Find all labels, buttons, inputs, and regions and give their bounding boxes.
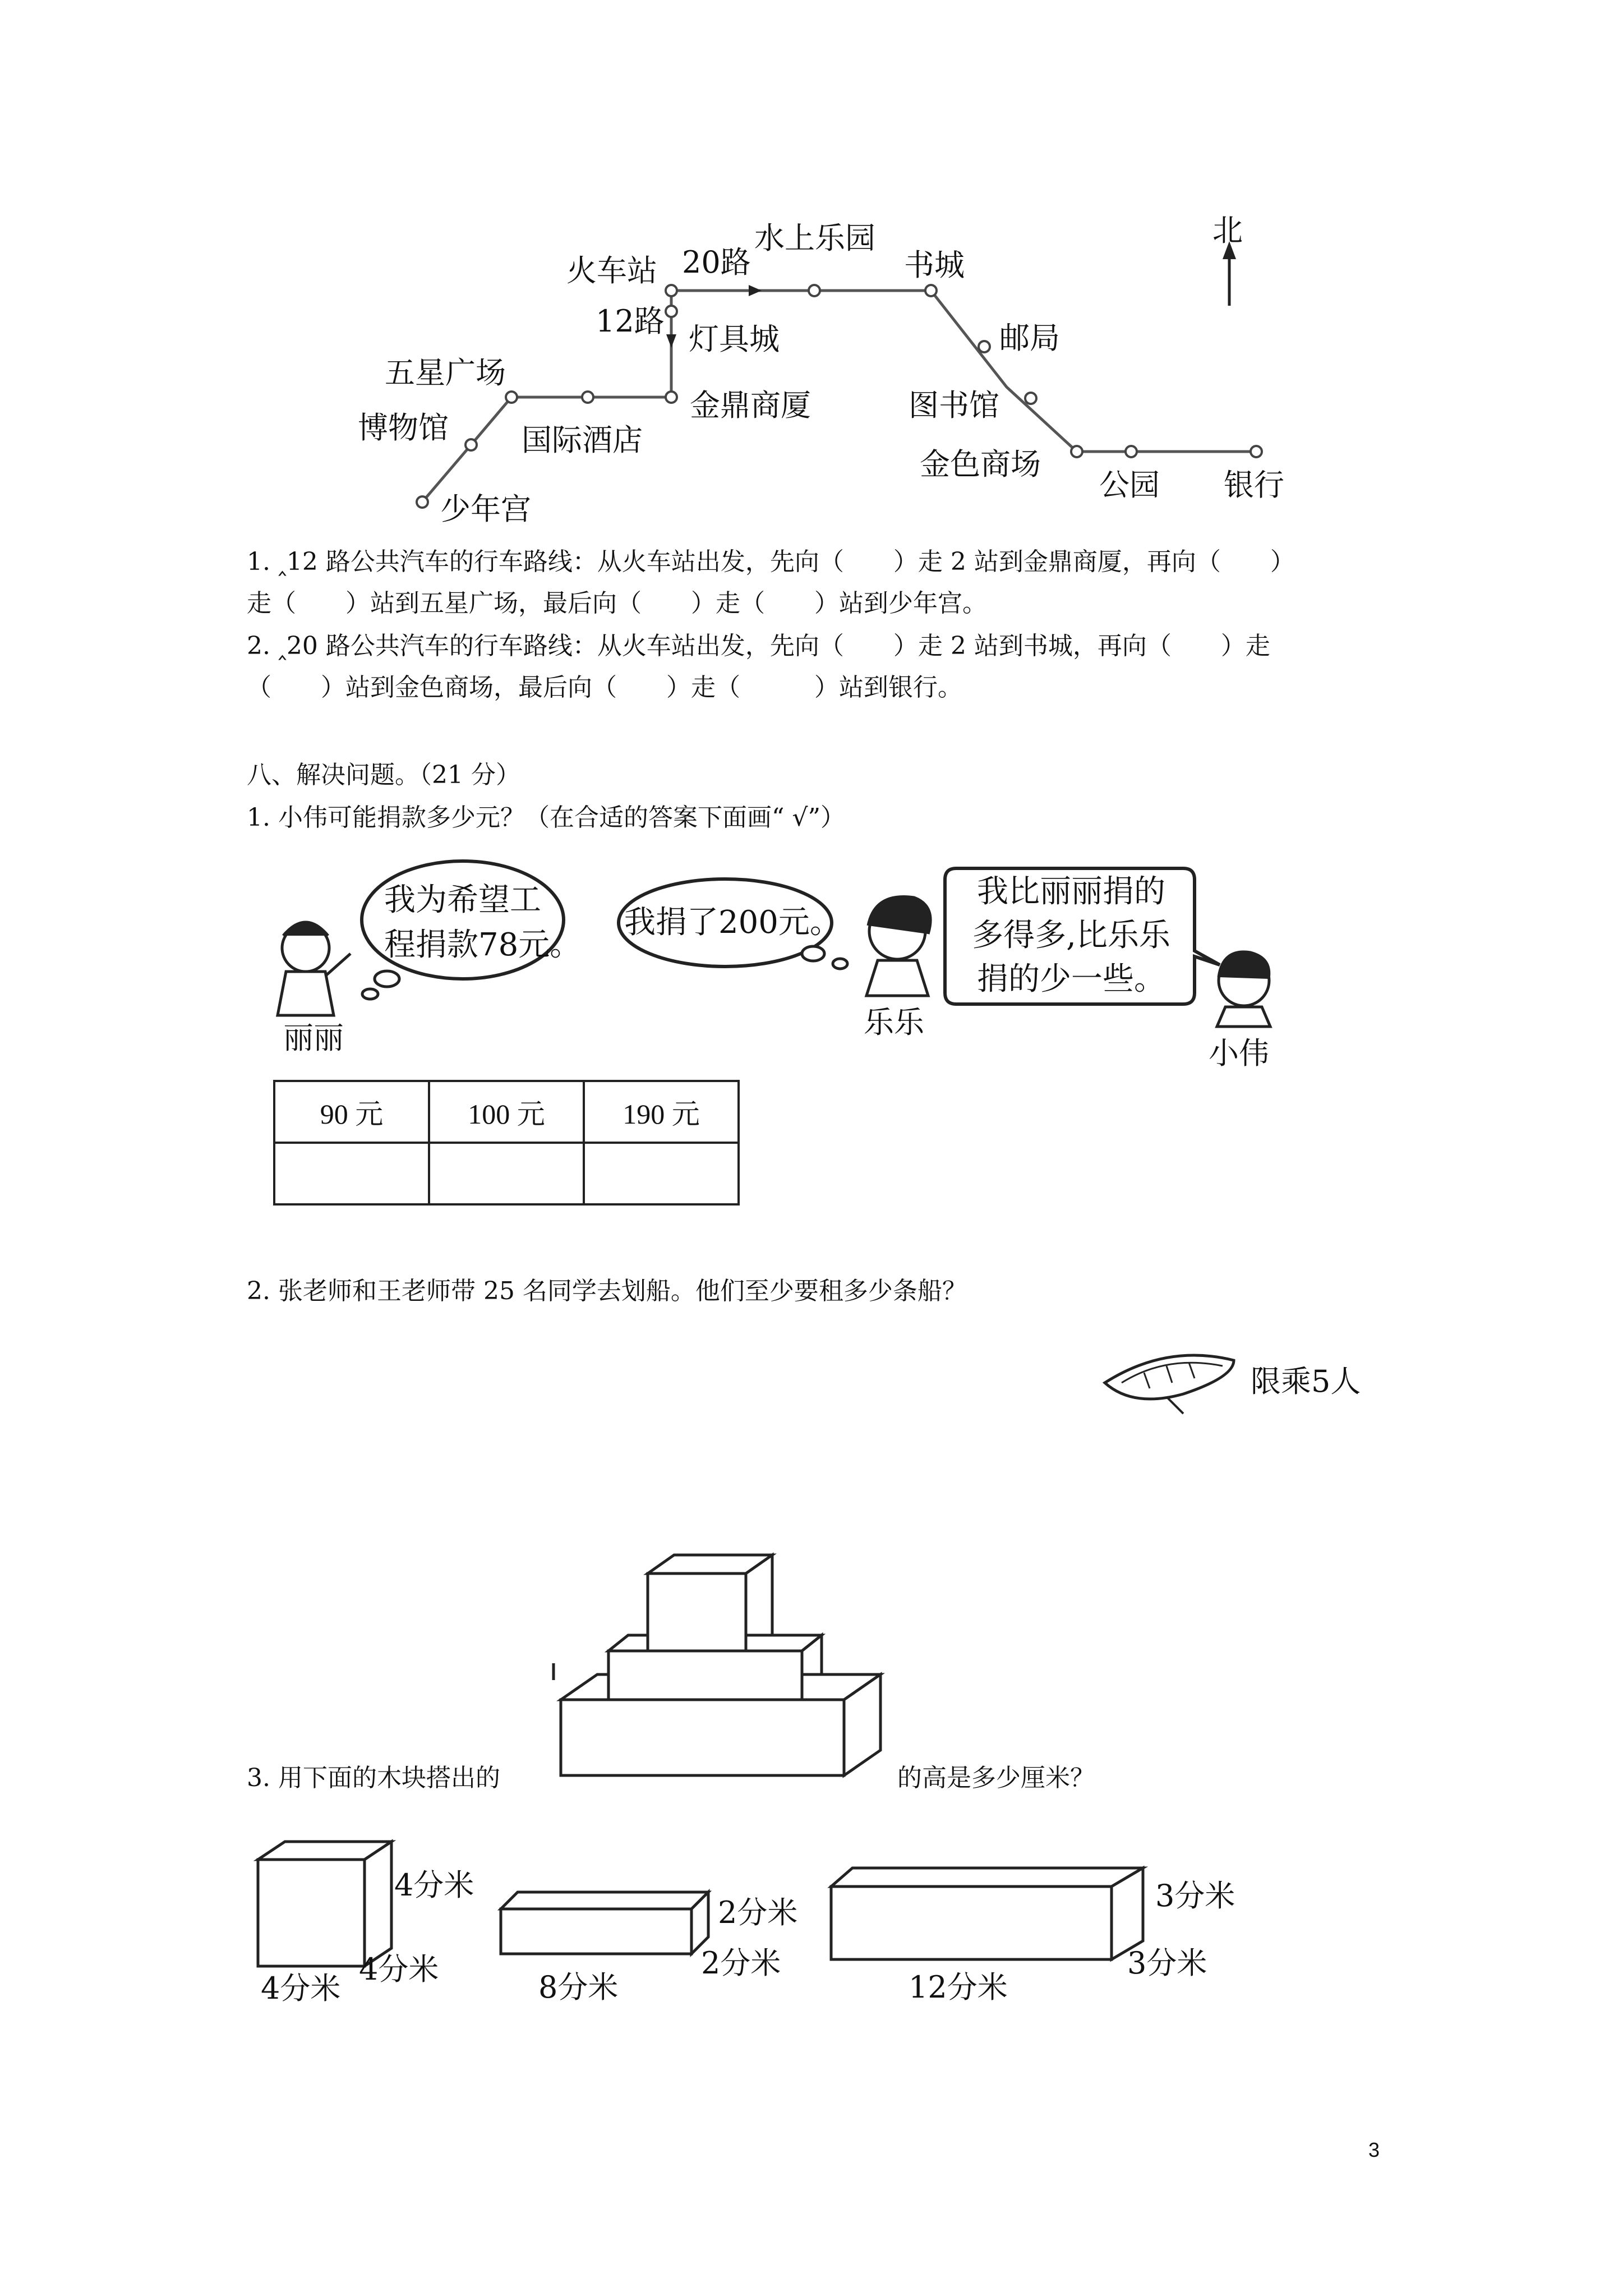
- block3-front: [831, 1887, 1112, 1959]
- bus-route-map: [0, 0, 1623, 539]
- block1-height-label: 4分米: [394, 1867, 474, 1903]
- lili-bubble-line2: 程捐款78元。: [384, 927, 582, 963]
- name-xiaowei: 小伟: [1209, 1036, 1269, 1071]
- block2-depth-label: 2分米: [701, 1945, 781, 1981]
- station-youth-palace: 少年宫: [440, 491, 531, 527]
- station-post-office: 邮局: [999, 320, 1060, 356]
- station-wuxing: 五星广场: [385, 355, 506, 390]
- q3-text-before: 3. 用下面的木块搭出的: [247, 1764, 500, 1792]
- station-dot-hotel: [582, 392, 593, 403]
- xiaowei-box-line3: 捐的少一些。: [977, 961, 1165, 997]
- q1-options-table: [273, 1080, 740, 1205]
- xiaowei-figure: [1217, 952, 1270, 1027]
- station-dot-jinding: [666, 392, 677, 403]
- station-dot-bank: [1251, 446, 1262, 457]
- block3-height-label: 3分米: [1155, 1878, 1235, 1913]
- station-dot-library: [1025, 393, 1036, 404]
- station-library: 图书馆: [909, 388, 999, 423]
- station-dot-wuxing: [506, 392, 517, 403]
- route-20-label: 20路: [682, 245, 751, 280]
- q7-item1-line1: 1. ‸12 路公共汽车的行车路线：从火车站出发，先向（ ）走 2 站到金鼎商厦，再向（ ）: [247, 547, 1295, 576]
- stacked-blocks-illustration: [538, 1531, 886, 1789]
- q7-item2-line1: 2. ‸20 路公共汽车的行车路线：从火车站出发，先向（ ）走 2 站到书城，再向（ ）走: [247, 632, 1270, 660]
- route-12-label: 12路: [596, 303, 665, 339]
- boat-illustration: [1099, 1343, 1245, 1416]
- route-20-arrow: [749, 285, 762, 296]
- answer-cell[interactable]: [274, 1143, 429, 1204]
- option-cell: 100 元: [429, 1081, 584, 1143]
- name-lili: 丽丽: [283, 1020, 344, 1056]
- station-dot-youth-palace: [417, 496, 428, 508]
- block1-width-label: 4分米: [261, 1971, 341, 2006]
- station-dot-book-city: [925, 285, 937, 296]
- wood-blocks-row: [0, 1823, 1623, 2003]
- xiaowei-box-line2: 多得多,比乐乐: [972, 917, 1170, 954]
- station-dot-lamp-city: [666, 306, 677, 317]
- block2-top: [501, 1892, 708, 1909]
- q1-illustration: [0, 853, 1623, 1077]
- block1-front: [258, 1860, 365, 1966]
- station-golden-mall: 金色商场: [920, 447, 1041, 482]
- station-dot-museum: [465, 439, 477, 450]
- q7-item2-line2: （ ）站到金色商场，最后向（ ）走（ ）站到银行。: [247, 673, 962, 702]
- block3-depth-label: 3分米: [1127, 1945, 1207, 1981]
- lele-figure: [866, 897, 930, 996]
- station-train: 火车站: [566, 253, 657, 288]
- station-water-park: 水上乐园: [754, 220, 875, 256]
- station-lamp-city: 灯具城: [689, 321, 780, 357]
- lele-bubble-text: 我捐了200元。: [624, 904, 841, 941]
- block2-width-label: 8分米: [538, 1970, 619, 2005]
- lele-bubble-tail-1: [802, 946, 824, 961]
- lili-figure: [278, 922, 351, 1015]
- lili-bubble-tail-2: [362, 989, 378, 999]
- boat-capacity-label: 限乘5人: [1251, 1364, 1361, 1399]
- station-dot-golden-mall: [1071, 446, 1082, 457]
- block3-top: [831, 1868, 1143, 1887]
- q2-text: 2. 张老师和王老师带 25 名同学去划船。他们至少要租多少条船？: [247, 1277, 967, 1305]
- block2-front: [501, 1909, 691, 1954]
- section8-heading: 八、解决问题。（21 分）: [247, 761, 520, 789]
- block2-height-label: 2分米: [718, 1895, 798, 1930]
- station-dot-post-office: [979, 341, 990, 352]
- north-label: 北: [1212, 213, 1243, 248]
- block3-width-label: 12分米: [909, 1970, 1008, 2005]
- page-number: 3: [1368, 2138, 1380, 2161]
- q3-text-after: 的高是多少厘米？: [897, 1764, 1095, 1792]
- route-12-arrow: [666, 334, 676, 348]
- block1-depth-label: 4分米: [359, 1952, 439, 1987]
- station-bank: 银行: [1224, 467, 1284, 503]
- option-cell: 90 元: [274, 1081, 429, 1143]
- station-book-city: 书城: [904, 247, 965, 283]
- station-museum: 博物馆: [358, 410, 449, 445]
- station-park: 公园: [1099, 467, 1160, 503]
- q7-item1-line2: 走（ ）站到五星广场，最后向（ ）走（ ）站到少年宫。: [247, 589, 987, 618]
- station-dot-train: [666, 285, 677, 296]
- station-jinding: 金鼎商厦: [690, 388, 811, 423]
- station-dot-water-park: [809, 285, 820, 296]
- name-lele: 乐乐: [864, 1005, 924, 1040]
- lele-bubble-tail-2: [833, 959, 847, 969]
- option-cell: 190 元: [584, 1081, 739, 1143]
- lili-bubble-line1: 我为希望工: [384, 882, 541, 918]
- lili-bubble-tail-1: [375, 971, 399, 987]
- answer-cell[interactable]: [429, 1143, 584, 1204]
- station-dot-park: [1126, 446, 1137, 457]
- xiaowei-box-line1: 我比丽丽捐的: [977, 873, 1165, 910]
- q1-text: 1. 小伟可能捐款多少元？（在合适的答案下面画“ √”）: [247, 803, 845, 832]
- station-hotel: 国际酒店: [522, 422, 643, 458]
- answer-cell[interactable]: [584, 1143, 739, 1204]
